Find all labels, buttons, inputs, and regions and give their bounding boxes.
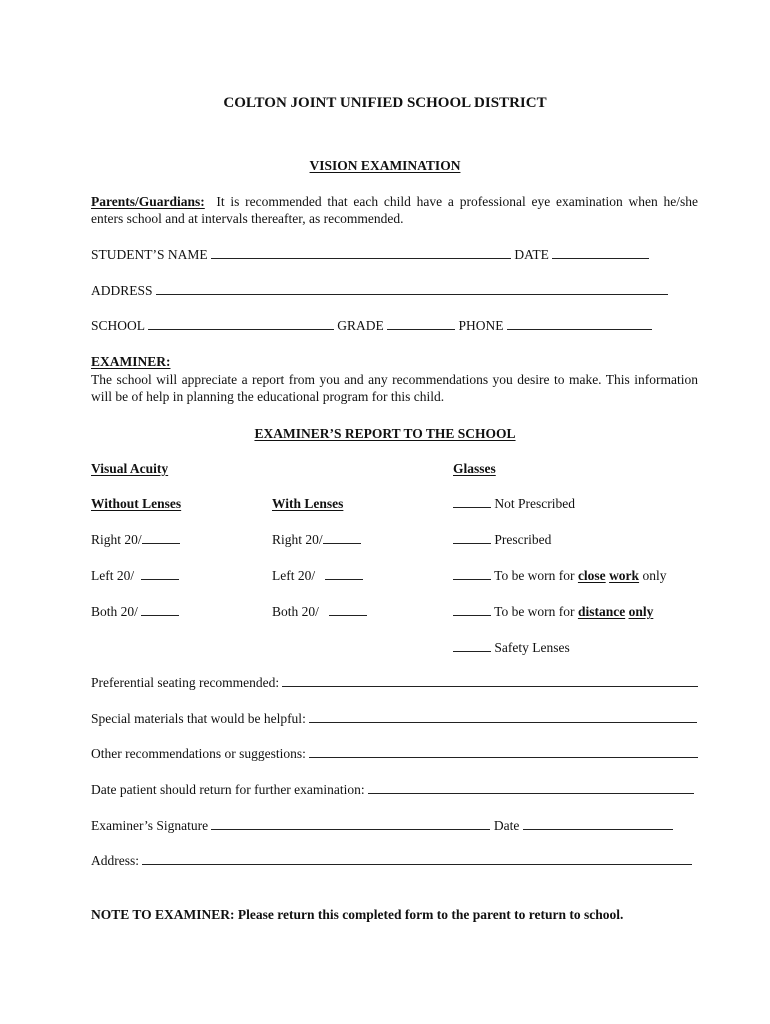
return-date-label: Date patient should return for further examination:	[91, 782, 365, 797]
right-without-field[interactable]	[142, 531, 180, 544]
right-with-label: Right 20/	[272, 532, 323, 547]
both-without-row	[91, 603, 179, 620]
both-with-field[interactable]	[329, 603, 367, 616]
phone-field[interactable]	[507, 317, 652, 330]
prescribed-option	[453, 531, 551, 548]
distance-only-word: only	[628, 604, 654, 619]
grade-label: GRADE	[337, 318, 384, 333]
materials-field[interactable]	[309, 710, 697, 723]
left-with-field[interactable]	[325, 567, 363, 580]
date-field[interactable]	[552, 246, 649, 259]
signature-field[interactable]	[211, 817, 490, 830]
both-without-field[interactable]	[141, 603, 179, 616]
safety-lenses-field[interactable]	[453, 639, 491, 652]
intro-paragraph	[91, 193, 698, 227]
seating-field[interactable]	[282, 674, 698, 687]
school-row	[91, 317, 652, 334]
address-field[interactable]	[156, 282, 668, 295]
intro-text: It is recommended that each child have a professional eye examination when he/she enters school and at intervals thereafter, as recommended.	[91, 194, 698, 226]
without-lenses-heading: Without Lenses	[91, 496, 182, 511]
address-row	[91, 282, 668, 299]
other-recommendations-field[interactable]	[309, 745, 698, 758]
not-prescribed-option	[453, 495, 575, 512]
district-title: COLTON JOINT UNIFIED SCHOOL DISTRICT	[223, 95, 547, 111]
safety-lenses-option	[453, 639, 570, 656]
with-lenses-heading: With Lenses	[272, 496, 344, 511]
both-with-label: Both 20/	[272, 604, 319, 619]
student-name-label: STUDENT’S NAME	[91, 247, 208, 262]
signature-date-label: Date	[493, 818, 520, 833]
close-work-field[interactable]	[453, 567, 491, 580]
return-date-row	[91, 781, 694, 798]
left-without-field[interactable]	[141, 567, 179, 580]
signature-label: Examiner’s Signature	[91, 818, 209, 833]
right-with-field[interactable]	[323, 531, 361, 544]
not-prescribed-label: Not Prescribed	[494, 496, 575, 511]
phone-label: PHONE	[458, 318, 504, 333]
both-with-row	[272, 603, 367, 620]
glasses-heading: Glasses	[453, 461, 496, 476]
signature-date-field[interactable]	[523, 817, 673, 830]
seating-label: Preferential seating recommended:	[91, 675, 280, 690]
distance-field[interactable]	[453, 603, 491, 616]
materials-row	[91, 710, 697, 727]
school-label: SCHOOL	[91, 318, 145, 333]
other-recommendations-row	[91, 745, 698, 762]
close-work-suffix: only	[642, 568, 667, 583]
left-with-label: Left 20/	[272, 568, 316, 583]
student-name-row	[91, 246, 649, 263]
close-work-option	[453, 567, 666, 584]
close-word: close	[577, 568, 606, 583]
not-prescribed-field[interactable]	[453, 495, 491, 508]
seating-row	[91, 674, 698, 691]
form-title: VISION EXAMINATION	[309, 158, 461, 173]
distance-option	[453, 603, 653, 620]
examiner-address-row	[91, 852, 692, 869]
examiner-heading: EXAMINER:	[91, 354, 171, 369]
address-label: ADDRESS	[91, 283, 153, 298]
close-work-prefix: To be worn for	[494, 568, 575, 583]
prescribed-field[interactable]	[453, 531, 491, 544]
materials-label: Special materials that would be helpful:	[91, 711, 306, 726]
right-without-label: Right 20/	[91, 532, 142, 547]
note-to-examiner: NOTE TO EXAMINER: Please return this completed form to the parent to return to school.	[91, 907, 624, 922]
signature-row	[91, 817, 673, 834]
visual-acuity-heading: Visual Acuity	[91, 461, 169, 476]
left-with-row	[272, 567, 363, 584]
distance-word: distance	[577, 604, 626, 619]
right-with-row	[272, 531, 361, 548]
student-name-field[interactable]	[211, 246, 511, 259]
distance-prefix: To be worn for	[494, 604, 575, 619]
grade-field[interactable]	[387, 317, 455, 330]
examiner-address-field[interactable]	[142, 852, 692, 865]
right-without-row	[91, 531, 180, 548]
date-label: DATE	[514, 247, 549, 262]
work-word: work	[609, 568, 640, 583]
prescribed-label: Prescribed	[494, 532, 552, 547]
report-heading: EXAMINER’S REPORT TO THE SCHOOL	[254, 426, 516, 441]
parents-guardians-label: Parents/Guardians:	[91, 194, 205, 209]
both-without-label: Both 20/	[91, 604, 138, 619]
examiner-text: The school will appreciate a report from you and any recommendations you desire to make. This information will be of help in planning the educational program for this child.	[91, 372, 698, 404]
school-field[interactable]	[148, 317, 334, 330]
left-without-label: Left 20/	[91, 568, 135, 583]
safety-lenses-label: Safety Lenses	[494, 640, 570, 655]
left-without-row	[91, 567, 179, 584]
other-recommendations-label: Other recommendations or suggestions:	[91, 746, 306, 761]
return-date-field[interactable]	[368, 781, 694, 794]
examiner-address-label: Address:	[91, 853, 139, 868]
